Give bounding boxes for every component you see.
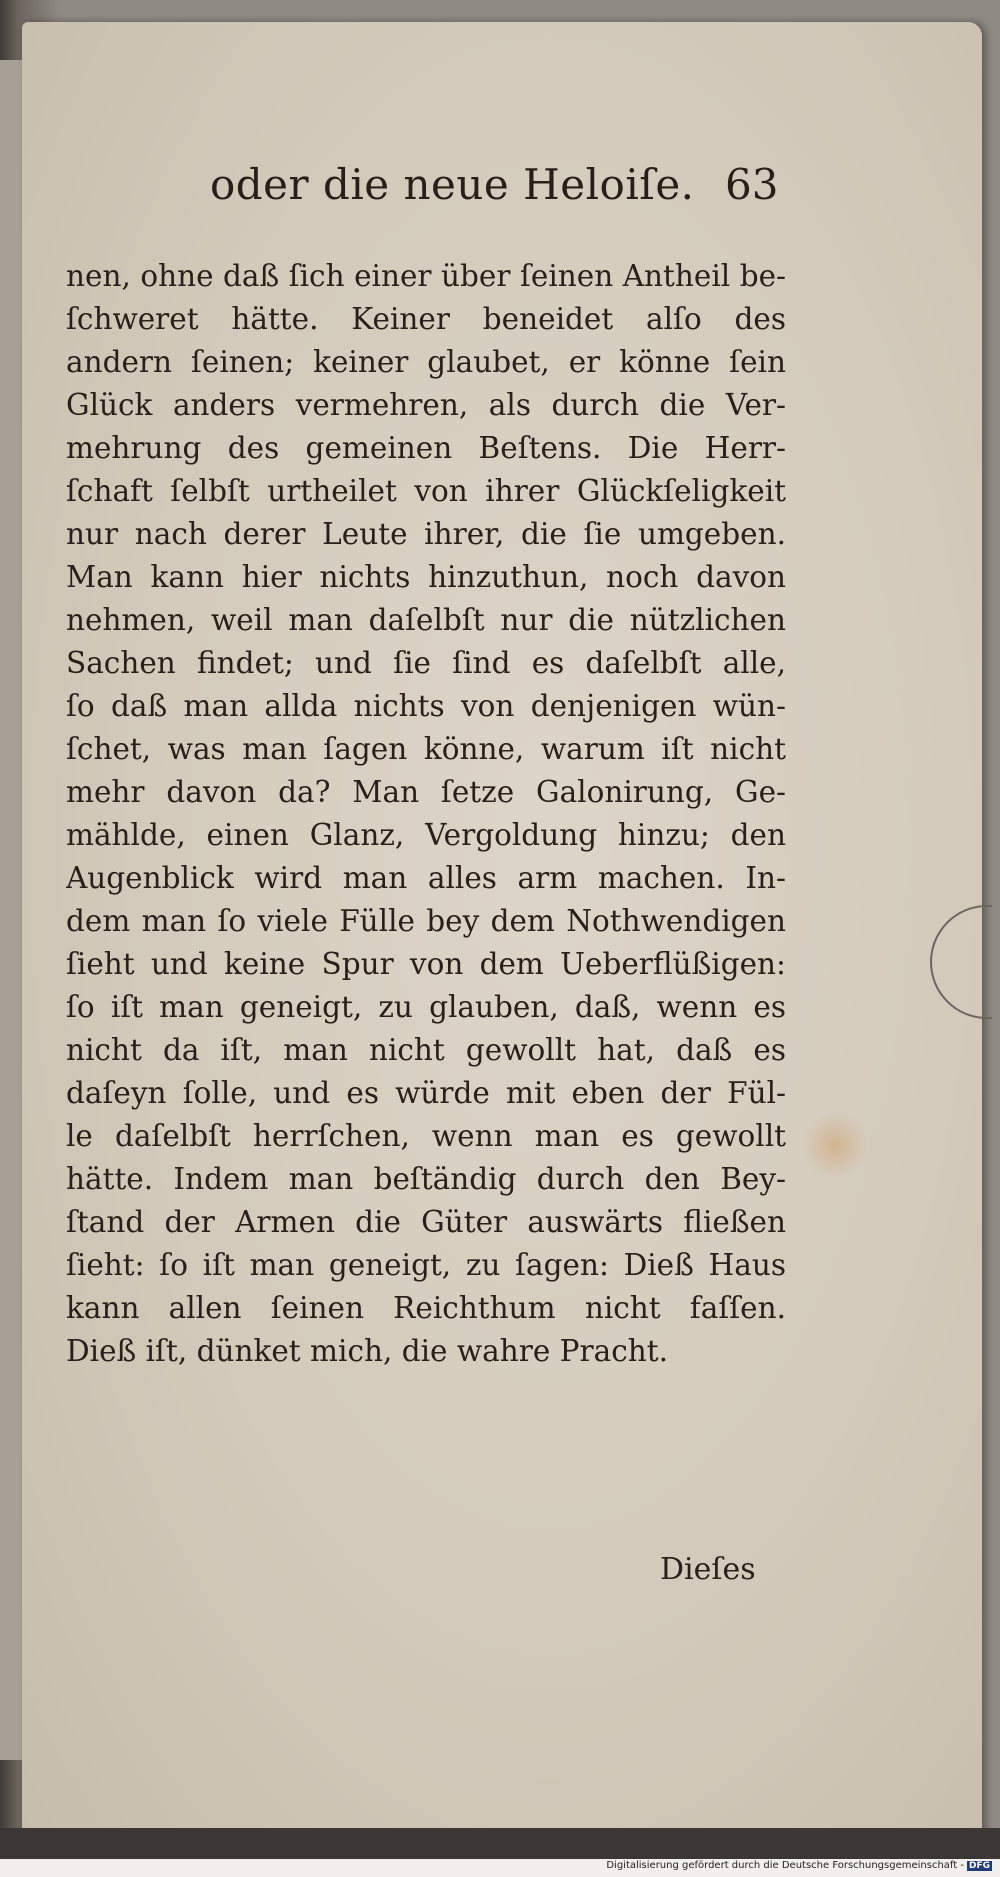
text-line: ſo daß man allda nichts von denjenigen wün- [66, 689, 786, 723]
text-line: nehmen, weil man daſelbſt nur die nützlichen [66, 603, 786, 637]
page-number: 63 [725, 160, 779, 209]
scan-bottom-edge [0, 1828, 1000, 1859]
text-line: ſchaft ſelbſt urtheilet von ihrer Glückſeligkeit [66, 474, 786, 508]
text-line: dem man ſo viele Fülle bey dem Nothwendigen [66, 904, 786, 938]
text-line: ſieht: ſo iſt man geneigt, zu ſagen: Dieß Haus [66, 1248, 786, 1282]
text-line: ſchweret hätte. Keiner beneidet alſo des [66, 302, 786, 336]
text-line: Glück anders vermehren, als durch die Ver- [66, 388, 786, 422]
dfg-logo: DFG [968, 1861, 990, 1871]
text-line: daſeyn ſolle, und es würde mit eben der Fül- [66, 1076, 786, 1110]
funding-footer [606, 1860, 992, 1871]
text-line: Dieß iſt, dünket mich, die wahre Pracht. [66, 1334, 668, 1368]
text-line: mehrung des gemeinen Beſtens. Die Herr- [66, 431, 786, 465]
funding-text: Digitalisierung gefördert durch die Deutsche Forschungsgemeinschaft - [606, 1860, 964, 1871]
body-text [66, 255, 786, 1373]
text-line: nicht da iſt, man nicht gewollt hat, daß es [66, 1033, 786, 1067]
text-line: kann allen ſeinen Reichthum nicht faſſen. [66, 1291, 786, 1325]
text-line: hätte. Indem man beſtändig durch den Bey- [66, 1162, 786, 1196]
text-line: le daſelbſt herrſchen, wenn man es gewollt [66, 1119, 786, 1153]
text-line: ſchet, was man ſagen könne, warum iſt nicht [66, 732, 786, 766]
text-line: ſieht und keine Spur von dem Ueberflüßigen: [66, 947, 786, 981]
text-line: ſtand der Armen die Güter auswärts fließen [66, 1205, 786, 1239]
text-line: ſo iſt man geneigt, zu glauben, daß, wenn es [66, 990, 786, 1024]
text-line: nur nach derer Leute ihrer, die ſie umgeben. [66, 517, 786, 551]
catchword: Dieſes [660, 1552, 756, 1587]
text-line: mählde, einen Glanz, Vergoldung hinzu; den [66, 818, 786, 852]
text-line: Sachen findet; und ſie ſind es daſelbſt alle, [66, 646, 786, 680]
text-line: nen, ohne daß ſich einer über ſeinen Antheil be- [66, 259, 786, 293]
text-line: Man kann hier nichts hinzuthun, noch davon [66, 560, 786, 594]
running-head: oder die neue Heloiſe. [210, 160, 695, 209]
text-line: Augenblick wird man alles arm machen. In- [66, 861, 786, 895]
paper-stain [800, 1115, 870, 1175]
text-line: mehr davon da? Man ſetze Galonirung, Ge- [66, 775, 786, 809]
text-line: andern ſeinen; keiner glaubet, er könne ſein [66, 345, 786, 379]
